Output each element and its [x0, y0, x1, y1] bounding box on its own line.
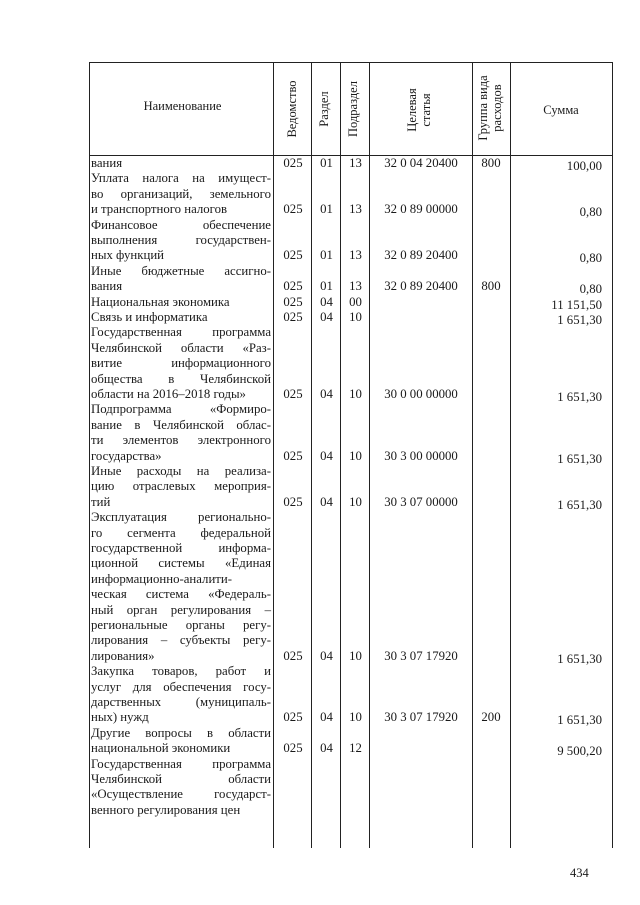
row-gruppa: 200: [481, 710, 501, 725]
row-name-line: ционной системы «Единая: [91, 556, 271, 571]
header-name: Наименование: [143, 99, 222, 113]
table-right-border: [612, 62, 613, 848]
row-summa: 0,80: [579, 251, 602, 266]
row-name-line: национальной экономики: [91, 741, 231, 756]
row-podrazdel: 00: [349, 294, 362, 309]
row-vedomstvo: 025: [283, 494, 303, 509]
row-name-line: ный орган регулирования –: [91, 602, 271, 617]
row-name-line: государства»: [91, 448, 162, 463]
row-name-line: ных) нужд: [91, 710, 149, 725]
row-celevaya-statya: 32 0 04 20400: [384, 156, 458, 170]
row-vedomstvo: 025: [283, 387, 303, 401]
row-celevaya-statya: 32 0 89 20400: [384, 248, 458, 263]
row-podrazdel: 10: [349, 648, 362, 663]
row-razdel: 04: [320, 310, 333, 324]
row-name-line: го сегмента федеральной: [91, 525, 271, 540]
row-vedomstvo: 025: [283, 156, 303, 170]
row-razdel: 04: [320, 387, 333, 401]
row-name-line: услуг для обеспечения госу-: [91, 679, 271, 694]
row-summa: 11 151,50: [551, 297, 602, 312]
row-name: [91, 171, 271, 217]
row-gruppa: 800: [481, 156, 501, 170]
row-podrazdel: 10: [349, 710, 362, 725]
col-divider-5: [472, 62, 473, 848]
header-gruppa: [476, 66, 506, 150]
row-name-line: Подпрограмма «Формиро-: [91, 402, 271, 417]
row-name-line: Челябинской области: [91, 771, 271, 786]
row-name: [91, 757, 271, 819]
row-summa: 1 651,30: [557, 713, 602, 728]
row-name-line: Эксплуатация регионально-: [91, 510, 271, 525]
header-razdel: Раздел: [317, 91, 331, 127]
row-vedomstvo: 025: [283, 294, 303, 309]
header-celevaya-line2: статья: [419, 93, 433, 127]
row-name-line: Финансовое обеспечение: [91, 217, 271, 232]
row-name-line: Связь и информатика: [91, 310, 208, 324]
row-celevaya-statya: 30 0 00 00000: [384, 387, 458, 401]
row-name-line: дарственных (муниципаль-: [91, 694, 271, 709]
row-name-line: витие информационного: [91, 356, 271, 371]
row-razdel: 04: [320, 448, 333, 463]
row-summa: 100,00: [566, 159, 602, 173]
row-name-line: Государственная программа: [91, 325, 271, 340]
row-razdel: 04: [320, 494, 333, 509]
row-celevaya-statya: 30 3 00 00000: [384, 448, 458, 463]
row-podrazdel: 13: [349, 202, 362, 217]
row-razdel: 04: [320, 741, 333, 756]
header-gruppa-line1: Группа вида: [476, 75, 490, 141]
row-name: [91, 510, 271, 664]
row-name-line: тий: [91, 494, 111, 509]
row-name-line: лирования»: [91, 648, 155, 663]
row-podrazdel: 10: [349, 387, 362, 401]
row-name-line: лирования – субъекты регу-: [91, 633, 271, 648]
row-name-line: ти элементов электронного: [91, 433, 271, 448]
row-podrazdel: 10: [349, 448, 362, 463]
row-name-line: Государственная программа: [91, 756, 271, 771]
row-name-line: области на 2016–2018 годы»: [91, 386, 246, 401]
row-vedomstvo: 025: [283, 310, 303, 324]
row-razdel: 01: [320, 202, 333, 217]
row-summa: 1 651,30: [557, 651, 602, 666]
row-name: [91, 464, 271, 510]
row-razdel: 01: [320, 279, 333, 294]
row-razdel: 04: [320, 710, 333, 725]
row-name-line: вания: [91, 156, 123, 170]
row-name-line: Уплата налога на имущест-: [91, 171, 271, 186]
row-summa: 0,80: [579, 205, 602, 220]
header-celevaya-line1: Целевая: [405, 88, 419, 132]
row-name: [91, 325, 271, 402]
row-vedomstvo: 025: [283, 279, 303, 294]
row-celevaya-statya: 32 0 89 00000: [384, 202, 458, 217]
row-name-line: государственной информа-: [91, 540, 271, 555]
row-vedomstvo: 025: [283, 448, 303, 463]
row-name-line: во организаций, земельного: [91, 186, 271, 201]
row-name-line: Национальная экономика: [91, 294, 230, 309]
header-gruppa-line2: расходов: [490, 84, 504, 132]
row-name-line: Иные бюджетные ассигно-: [91, 263, 271, 278]
row-name: [91, 156, 271, 171]
row-name-line: Иные расходы на реализа-: [91, 464, 271, 478]
row-name: [91, 726, 271, 757]
row-podrazdel: 13: [349, 248, 362, 263]
row-name-line: венного регулирования цен: [91, 802, 241, 817]
header-podrazdel: Подраздел: [346, 81, 360, 137]
row-podrazdel: 10: [349, 494, 362, 509]
row-razdel: 01: [320, 248, 333, 263]
row-name-line: «Осуществление государст-: [91, 787, 271, 802]
row-summa: 1 651,30: [557, 390, 602, 404]
header-summa: Сумма: [543, 103, 579, 117]
row-name-line: вания: [91, 279, 123, 294]
row-name-line: выполнения государствен-: [91, 232, 271, 247]
row-name: [91, 310, 271, 325]
table-left-border: [89, 62, 90, 848]
row-name-line: Закупка товаров, работ и: [91, 664, 271, 679]
row-vedomstvo: 025: [283, 202, 303, 217]
row-razdel: 04: [320, 648, 333, 663]
row-podrazdel: 13: [349, 156, 362, 170]
row-celevaya-statya: 30 3 07 00000: [384, 494, 458, 509]
row-summa: 0,80: [579, 282, 602, 297]
table-top-border: [89, 62, 613, 63]
row-name-line: информационно-аналити-: [91, 571, 232, 586]
row-name-line: цию отраслевых мероприя-: [91, 479, 271, 494]
row-podrazdel: 10: [349, 310, 362, 324]
header-vedomstvo: Ведомство: [285, 80, 299, 138]
row-summa: 9 500,20: [557, 744, 602, 759]
row-name-line: Другие вопросы в области: [91, 725, 271, 740]
row-name-line: и транспортного налогов: [91, 202, 228, 217]
row-name-line: ных функций: [91, 248, 165, 263]
row-summa: 1 651,30: [557, 451, 602, 466]
row-celevaya-statya: 32 0 89 20400: [384, 279, 458, 294]
row-celevaya-statya: 30 3 07 17920: [384, 710, 458, 725]
row-name: [91, 264, 271, 295]
row-celevaya-statya: 30 3 07 17920: [384, 648, 458, 663]
row-name: [91, 664, 271, 726]
row-gruppa: 800: [481, 279, 501, 294]
header-celevaya: [405, 70, 435, 150]
row-podrazdel: 12: [349, 741, 362, 756]
row-vedomstvo: 025: [283, 248, 303, 263]
row-podrazdel: 13: [349, 279, 362, 294]
row-vedomstvo: 025: [283, 710, 303, 725]
row-name-line: ческая система «Федераль-: [91, 587, 271, 602]
row-summa: 1 651,30: [557, 313, 602, 327]
row-name-line: вание в Челябинской облас-: [91, 417, 271, 432]
row-vedomstvo: 025: [283, 741, 303, 756]
row-name-line: Челябинской области «Раз-: [91, 340, 271, 355]
row-razdel: 04: [320, 294, 333, 309]
row-name: [91, 218, 271, 264]
row-name: [91, 402, 271, 464]
row-name: [91, 295, 271, 310]
page-number: 434: [570, 866, 589, 880]
row-name-line: общества в Челябинской: [91, 371, 271, 386]
row-razdel: 01: [320, 156, 333, 170]
row-name-line: региональные органы регу-: [91, 617, 271, 632]
row-summa: 1 651,30: [557, 497, 602, 512]
row-vedomstvo: 025: [283, 648, 303, 663]
